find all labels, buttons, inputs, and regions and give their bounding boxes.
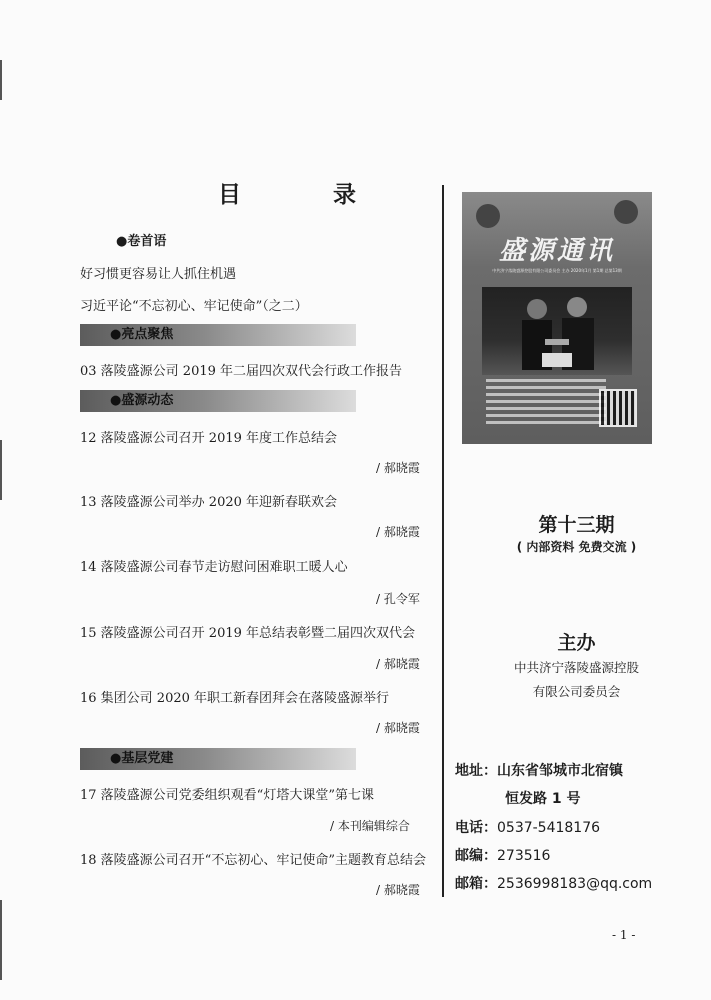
toc-author: / 郝晓霞 — [376, 721, 420, 735]
host-org-line2: 有限公司委员会 — [532, 684, 621, 699]
section-heading-party: ●基层党建 — [80, 748, 356, 770]
qr-code-icon — [599, 389, 637, 427]
toc-entry[interactable]: 13 落陵盛源公司举办 2020 年迎新春联欢会 — [80, 495, 338, 510]
issue-note: ( 内部资料 免费交流 ) — [516, 540, 637, 554]
toc-author: / 郝晓霞 — [376, 657, 420, 671]
binding-edge-mark — [0, 440, 2, 500]
email-row — [455, 873, 652, 893]
toc-entry[interactable]: 12 落陵盛源公司召开 2019 年度工作总结会 — [80, 431, 338, 446]
binding-edge-mark — [0, 900, 2, 980]
cover-title: 盛源通讯 — [498, 236, 615, 266]
email-value[interactable]: 2536998183@qq.com — [497, 876, 653, 892]
phone-label: 电话： — [455, 820, 497, 836]
host-org-line1: 中共济宁落陵盛源控股 — [513, 660, 639, 675]
toc-author: / 孔令军 — [376, 592, 420, 606]
address-line1: 山东省邹城市北宿镇 — [497, 763, 623, 779]
address-label: 地址： — [455, 763, 497, 779]
toc-author: / 本刊编辑综合 — [330, 819, 410, 833]
lantern-icon — [614, 200, 638, 224]
handshake-photo — [482, 287, 632, 375]
toc-entry[interactable]: 18 落陵盛源公司召开“不忘初心、牢记使命”主题教育总结会 — [80, 853, 426, 868]
toc-entry[interactable]: 15 落陵盛源公司召开 2019 年总结表彰暨二届四次双代会 — [80, 626, 416, 641]
toc-entry[interactable]: 03 落陵盛源公司 2019 年二届四次双代会行政工作报告 — [80, 364, 403, 379]
section-heading-news: ●盛源动态 — [80, 390, 356, 412]
toc-entry[interactable]: 习近平论“不忘初心、牢记使命”（之二） — [80, 299, 308, 314]
host-heading: 主办 — [557, 632, 596, 654]
postcode-row — [455, 845, 550, 865]
phone-value[interactable]: 0537-5418176 — [497, 820, 601, 836]
section-heading-preface: ●卷首语 — [116, 234, 167, 249]
toc-title: 目 录 — [218, 182, 399, 208]
phone-row — [455, 817, 600, 837]
binding-edge-mark — [0, 60, 2, 100]
address-row — [455, 760, 623, 780]
postcode-label: 邮编： — [455, 848, 497, 864]
section-heading-highlights: ●亮点聚焦 — [80, 324, 356, 346]
toc-entry[interactable]: 14 落陵盛源公司春节走访慰问困难职工暖人心 — [80, 560, 348, 575]
lantern-icon — [476, 204, 500, 228]
postcode-value: 273516 — [497, 848, 551, 864]
address-line2: 恒发路 1 号 — [505, 791, 581, 807]
toc-author: / 郝晓霞 — [376, 525, 420, 539]
toc-author: / 郝晓霞 — [376, 883, 420, 897]
toc-entry[interactable]: 16 集团公司 2020 年职工新春团拜会在落陵盛源举行 — [80, 691, 390, 706]
toc-entry[interactable]: 17 落陵盛源公司党委组织观看“灯塔大课堂”第七课 — [80, 788, 374, 803]
issue-number: 第十三期 — [538, 514, 615, 536]
toc-entry[interactable]: 好习惯更容易让人抓住机遇 — [80, 267, 237, 282]
cover-headline-lines — [486, 379, 606, 428]
email-label: 邮箱： — [455, 876, 497, 892]
toc-author: / 郝晓霞 — [376, 461, 420, 475]
cover-subtitle: 中共济宁落陵盛源控股有限公司委员会 主办 2020年1月 第1期 总第13期 — [492, 268, 622, 273]
cover-thumbnail — [462, 192, 652, 444]
cover-photo — [482, 287, 632, 375]
page-number: - 1 - — [612, 928, 636, 942]
